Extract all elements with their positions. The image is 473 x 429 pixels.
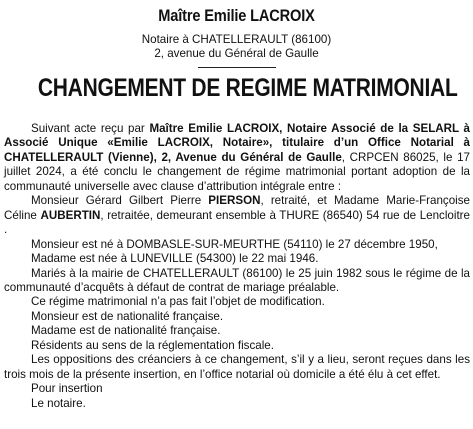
paragraph-spouses [4, 194, 470, 237]
notary-address-line: 2, avenue du Général de Gaulle [154, 47, 319, 60]
spouses-text-3: , retraitée, demeurant ensemble à THURE (86540) 54 rue de Lencloitre . [4, 208, 470, 237]
deed-notary-bold: Maître Emilie LACROIX, Notaire Associé de la SELARL à Associé Unique «Emilie LACROIX, Notaire», titulaire d’un Office Notarial à CHATELLERAULT (Vienne), 2, Avenue du Général de Gaulle [4, 122, 470, 164]
notary-office-line: Notaire à CHATELLERAULT (86100) [141, 33, 332, 46]
paragraph-residency: Résidents au sens de la réglementation fiscale. [31, 338, 274, 352]
paragraph-marriage: Mariés à la mairie de CHATELLERAULT (86100) le 25 juin 1982 sous le régime de la communauté d’acquêts à défaut de contrat de mariage préalable. [4, 266, 470, 294]
notice-headline: CHANGEMENT DE REGIME MATRIMONIAL [37, 74, 458, 102]
paragraph-oppositions: Les oppositions des créanciers à ce changement, s’il y a lieu, seront reçues dans les trois mois de la présente insertion, en l’office notarial où domicile a été élu à cet effet. [4, 353, 470, 381]
deed-text-1: Suivant acte reçu par [31, 122, 150, 135]
paragraph-for-insertion: Pour insertion [31, 382, 103, 396]
paragraph-wife-nationality: Madame est de nationalité française. [31, 324, 221, 338]
husband-surname: PIERSON [208, 194, 261, 208]
paragraph-deed [4, 122, 470, 194]
paragraph-wife-birth: Madame est née à LUNEVILLE (54300) le 22 mai 1946. [31, 252, 319, 266]
spouses-text-2: , retraité, et Madame Marie-Françoise Céline [4, 194, 470, 222]
notice-body [4, 122, 470, 411]
wife-surname: AUBERTIN [40, 208, 101, 222]
paragraph-husband-nationality: Monsieur est de nationalité française. [31, 309, 224, 323]
paragraph-signature: Le notaire. [31, 396, 86, 410]
paragraph-husband-birth: Monsieur est né à DOMBASLE-SUR-MEURTHE (54110) le 27 décembre 1950, [31, 237, 438, 251]
spouses-text-1: Monsieur Gérard Gilbert Pierre [31, 194, 209, 208]
notary-name: Maître Emilie LACROIX [158, 6, 315, 25]
paragraph-no-modification: Ce régime matrimonial n’a pas fait l’objet de modification. [31, 295, 325, 309]
header-divider [198, 67, 276, 68]
deed-text-2: , CRPCEN 86025, le 17 juillet 2024, a été conclu le changement de régime matrimonial portant adoption de la communauté universelle avec clause d’attribution intégrale entre : [4, 150, 470, 193]
